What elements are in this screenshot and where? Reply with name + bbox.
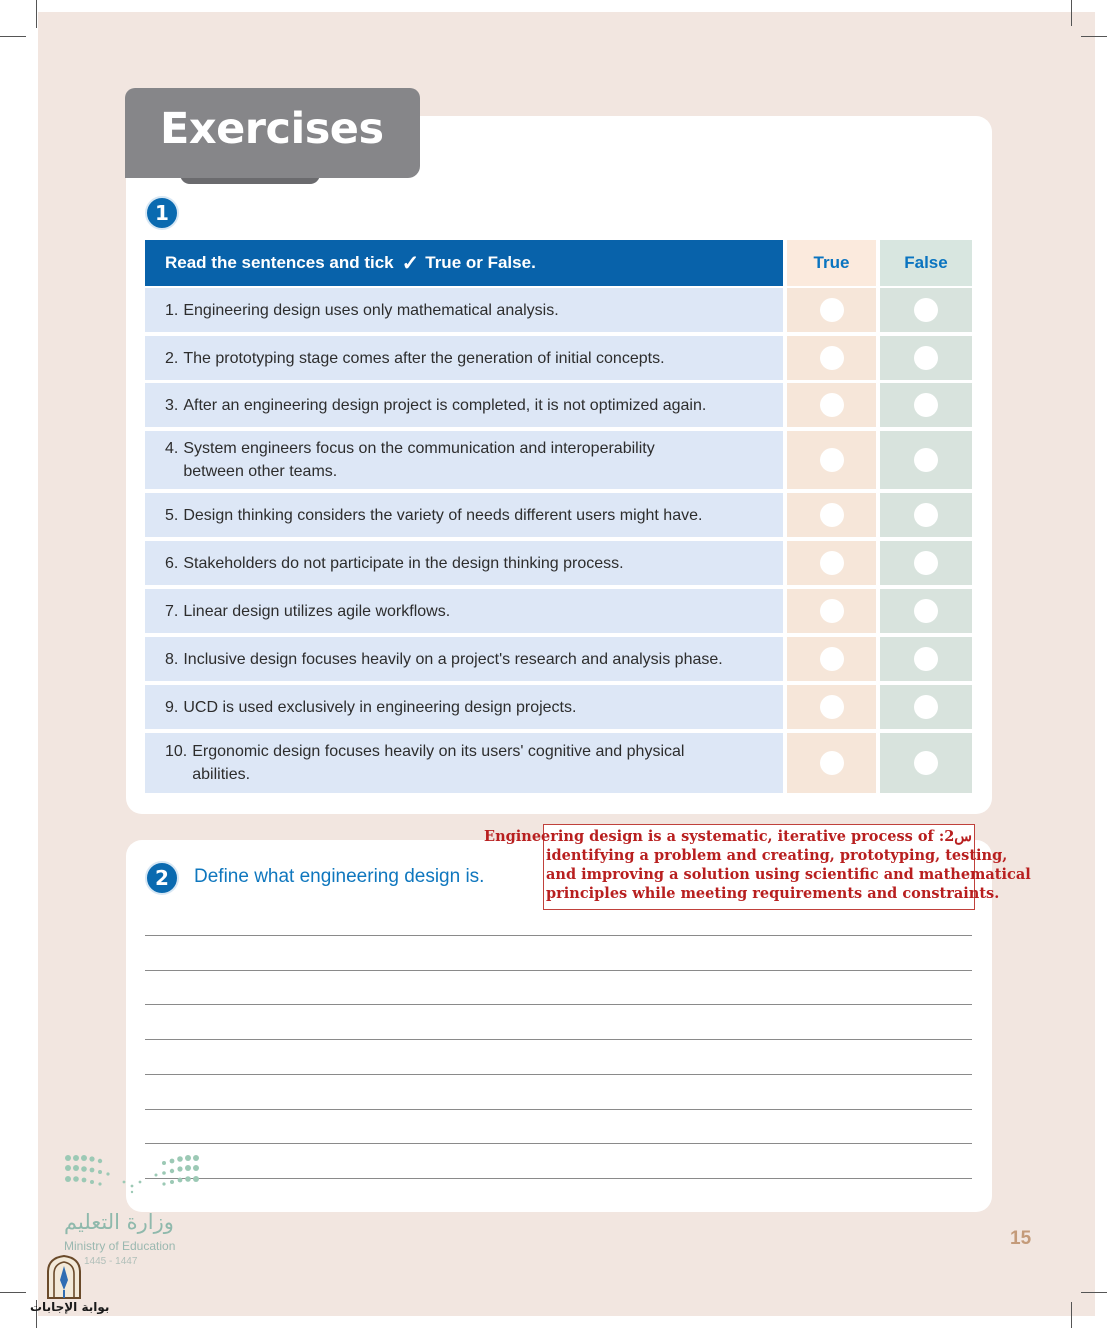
exercise-2-question: Define what engineering design is. bbox=[194, 866, 485, 887]
crop-mark bbox=[0, 1292, 26, 1293]
instruction-text-end: True or False. bbox=[425, 253, 536, 272]
true-cell bbox=[787, 589, 876, 633]
false-cell bbox=[880, 589, 972, 633]
page-number: 15 bbox=[1010, 1228, 1032, 1249]
true-cell bbox=[787, 336, 876, 380]
true-cell bbox=[787, 493, 876, 537]
statement-text: System engineers focus on the communication and interoperability between other teams. bbox=[183, 440, 655, 480]
statement-number: 1. bbox=[165, 301, 179, 319]
answer-line: س2: Engineering design is a systematic, iterative process of bbox=[484, 828, 972, 845]
crop-mark bbox=[1081, 1292, 1107, 1293]
instruction-text-start: Read the sentences and tick bbox=[165, 253, 394, 272]
table-row bbox=[145, 336, 972, 380]
ministry-name-arabic: وزارة التعليم bbox=[64, 1210, 174, 1234]
writing-line[interactable] bbox=[145, 1178, 972, 1179]
false-cell bbox=[880, 493, 972, 537]
false-radio[interactable] bbox=[914, 448, 938, 472]
statement-text: After an engineering design project is completed, it is not optimized again. bbox=[183, 396, 707, 414]
false-cell bbox=[880, 733, 972, 793]
statement-cell bbox=[145, 288, 783, 332]
table-header-instruction bbox=[145, 240, 783, 286]
crop-mark bbox=[1071, 0, 1072, 26]
false-radio[interactable] bbox=[914, 695, 938, 719]
statement-cell bbox=[145, 733, 783, 793]
true-cell bbox=[787, 383, 876, 427]
portal-name: بوابة الإجابات bbox=[30, 1300, 110, 1314]
statement-cell bbox=[145, 383, 783, 427]
writing-line[interactable] bbox=[145, 935, 972, 936]
false-cell bbox=[880, 336, 972, 380]
statement-cell bbox=[145, 336, 783, 380]
statement-number: 7. bbox=[165, 602, 179, 620]
crop-mark bbox=[1071, 1302, 1072, 1328]
true-radio[interactable] bbox=[820, 448, 844, 472]
table-row bbox=[145, 685, 972, 729]
writing-line[interactable] bbox=[145, 1074, 972, 1075]
statement-text: The prototyping stage comes after the generation of initial concepts. bbox=[183, 349, 665, 367]
statement-number: 9. bbox=[165, 698, 179, 716]
false-radio[interactable] bbox=[914, 751, 938, 775]
statement-number: 2. bbox=[165, 349, 179, 367]
statement-number: 4. bbox=[165, 440, 179, 457]
false-cell bbox=[880, 541, 972, 585]
writing-line[interactable] bbox=[145, 1039, 972, 1040]
false-radio[interactable] bbox=[914, 393, 938, 417]
ministry-logo-icon bbox=[64, 1152, 200, 1196]
table-row bbox=[145, 431, 972, 489]
true-radio[interactable] bbox=[820, 647, 844, 671]
false-cell bbox=[880, 288, 972, 332]
answer-annotation-box bbox=[484, 824, 1031, 910]
false-column-header: False bbox=[880, 240, 972, 286]
false-cell bbox=[880, 637, 972, 681]
statement-text: Linear design utilizes agile workflows. bbox=[183, 602, 451, 620]
true-radio[interactable] bbox=[820, 503, 844, 527]
true-column-header: True bbox=[787, 240, 876, 286]
statement-text: UCD is used exclusively in engineering design projects. bbox=[183, 698, 577, 716]
ministry-name-english: Ministry of Education bbox=[64, 1239, 176, 1253]
false-radio[interactable] bbox=[914, 346, 938, 370]
answer-line: and improving a solution using scientific and mathematical bbox=[546, 866, 1031, 883]
statement-cell bbox=[145, 637, 783, 681]
true-radio[interactable] bbox=[820, 551, 844, 575]
true-radio[interactable] bbox=[820, 695, 844, 719]
table-row bbox=[145, 589, 972, 633]
table-row bbox=[145, 288, 972, 332]
answer-line: principles while meeting requirements and constraints. bbox=[546, 885, 1000, 902]
statement-cell bbox=[145, 685, 783, 729]
false-radio[interactable] bbox=[914, 647, 938, 671]
false-radio[interactable] bbox=[914, 599, 938, 623]
statement-cell bbox=[145, 431, 783, 489]
table-row bbox=[145, 383, 972, 427]
writing-line[interactable] bbox=[145, 1143, 972, 1144]
writing-line[interactable] bbox=[145, 1109, 972, 1110]
true-cell bbox=[787, 541, 876, 585]
statement-number: 10. bbox=[165, 743, 188, 760]
true-cell bbox=[787, 431, 876, 489]
false-cell bbox=[880, 685, 972, 729]
true-cell bbox=[787, 288, 876, 332]
statement-number: 6. bbox=[165, 554, 179, 572]
table-row bbox=[145, 493, 972, 537]
true-cell bbox=[787, 637, 876, 681]
false-cell bbox=[880, 431, 972, 489]
checkmark-icon: ✓ bbox=[401, 251, 420, 275]
statement-cell bbox=[145, 541, 783, 585]
true-radio[interactable] bbox=[820, 346, 844, 370]
false-radio[interactable] bbox=[914, 298, 938, 322]
table-row bbox=[145, 541, 972, 585]
writing-line[interactable] bbox=[145, 1004, 972, 1005]
statement-number: 5. bbox=[165, 506, 179, 524]
true-radio[interactable] bbox=[820, 751, 844, 775]
true-cell bbox=[787, 685, 876, 729]
true-radio[interactable] bbox=[820, 599, 844, 623]
crop-mark bbox=[1081, 36, 1107, 37]
statement-number: 3. bbox=[165, 396, 179, 414]
table-row bbox=[145, 637, 972, 681]
statement-cell bbox=[145, 589, 783, 633]
exercise-number-badge: 1 bbox=[145, 196, 179, 230]
false-cell bbox=[880, 383, 972, 427]
true-radio[interactable] bbox=[820, 298, 844, 322]
false-radio[interactable] bbox=[914, 503, 938, 527]
ministry-year: 1445 - 1447 bbox=[84, 1256, 138, 1267]
false-radio[interactable] bbox=[914, 551, 938, 575]
statement-text: Ergonomic design focuses heavily on its users' cognitive and physical abilities. bbox=[192, 743, 685, 783]
true-cell bbox=[787, 733, 876, 793]
crop-mark bbox=[36, 0, 37, 28]
statement-text: Engineering design uses only mathematical analysis. bbox=[183, 301, 559, 319]
statement-text: Design thinking considers the variety of needs different users might have. bbox=[183, 506, 703, 524]
page-title: Exercises bbox=[160, 104, 384, 154]
statement-text: Inclusive design focuses heavily on a project's research and analysis phase. bbox=[183, 650, 723, 668]
answer-line: identifying a problem and creating, prototyping, testing, bbox=[546, 847, 1008, 864]
exercise-number-badge: 2 bbox=[145, 861, 179, 895]
writing-line[interactable] bbox=[145, 970, 972, 971]
table-row bbox=[145, 733, 972, 793]
statement-text: Stakeholders do not participate in the design thinking process. bbox=[183, 554, 624, 572]
statement-cell bbox=[145, 493, 783, 537]
portal-logo-icon bbox=[44, 1254, 84, 1300]
crop-mark bbox=[0, 36, 26, 37]
statement-number: 8. bbox=[165, 650, 179, 668]
true-radio[interactable] bbox=[820, 393, 844, 417]
